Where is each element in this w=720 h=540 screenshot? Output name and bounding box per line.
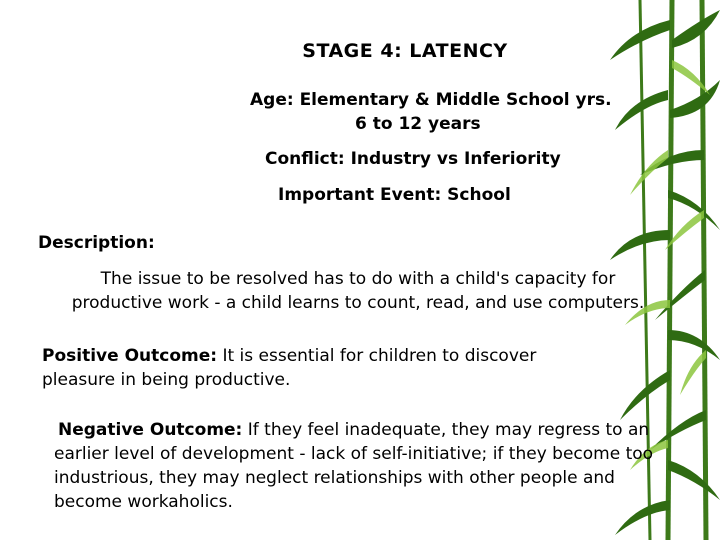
description-text: The issue to be resolved has to do with a child's capacity for productive work - a child learns to count, read, and use computers.	[71, 269, 645, 313]
positive-outcome	[42, 344, 602, 392]
age-line-2: 6 to 12 years	[355, 114, 481, 134]
slide-title: STAGE 4: LATENCY	[302, 40, 508, 62]
negative-outcome-text: If they feel inadequate, they may regress to an earlier level of development - lack of self-initiative; if they become too industrious, they may neglect relationships with other people and become workaholics.	[54, 420, 654, 512]
description-heading: Description:	[38, 233, 155, 253]
negative-outcome	[54, 418, 674, 514]
conflict-line: Conflict: Industry vs Inferiority	[265, 149, 561, 169]
negative-outcome-label: Negative Outcome:	[58, 420, 243, 440]
important-event-line: Important Event: School	[278, 185, 511, 205]
age-line-1: Age: Elementary & Middle School yrs.	[250, 90, 612, 110]
positive-outcome-label: Positive Outcome:	[42, 346, 218, 366]
positive-outcome-text: It is essential for children to discover pleasure in being productive.	[42, 346, 537, 390]
